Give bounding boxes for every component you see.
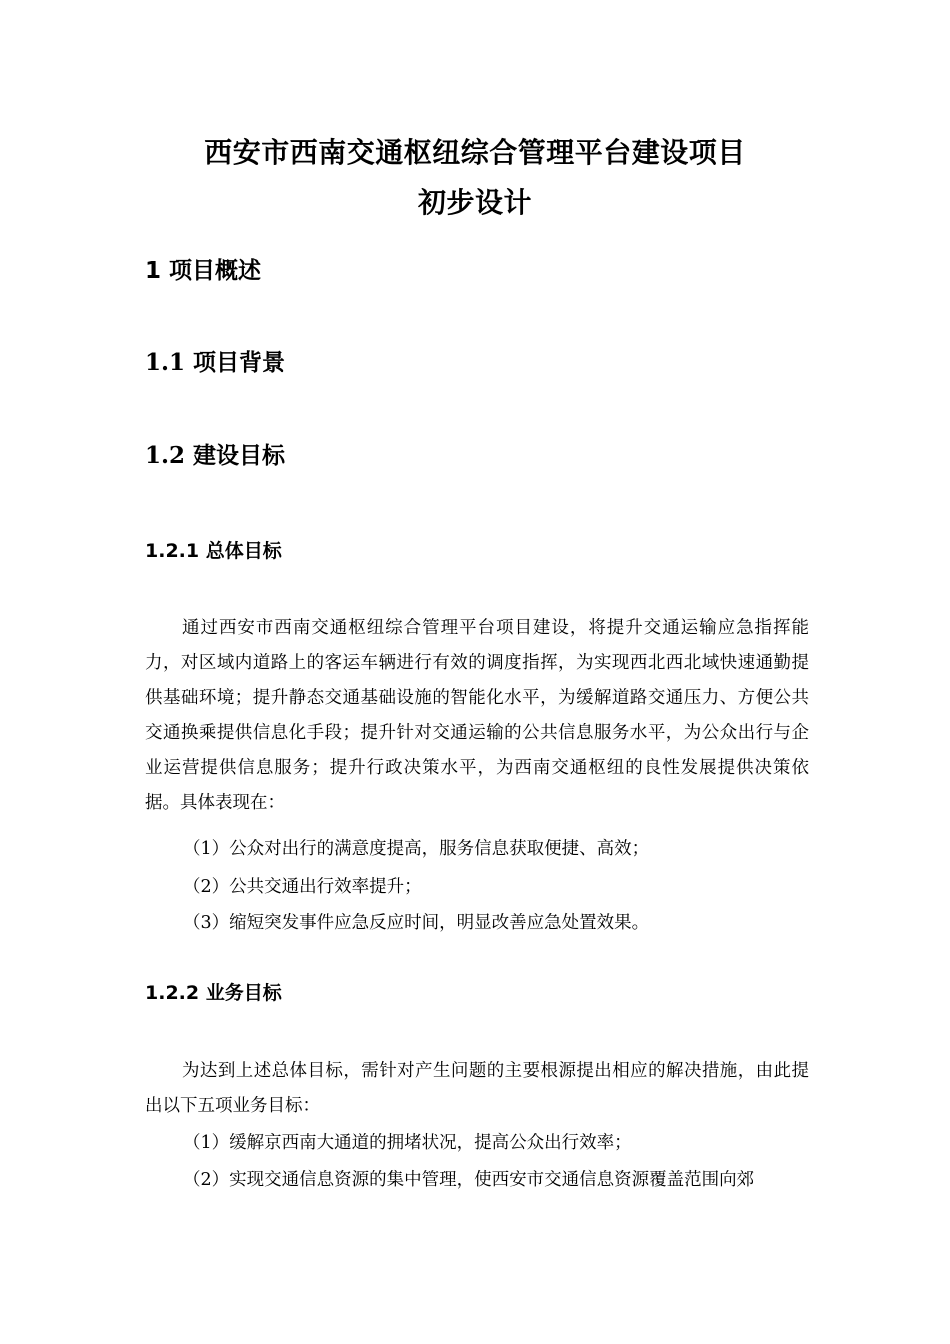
business-goal-item-1: （1）缓解京西南大通道的拥堵状况，提高公众出行效率； [183,1133,632,1153]
overall-goal-item-2: （2）公共交通出行效率提升； [183,877,422,897]
heading-section-1-1: 1.1 项目背景 [145,349,286,376]
overall-goal-item-3: （3）缩短突发事件应急反应时间，明显改善应急处置效果。 [183,913,650,933]
heading-section-1-2: 1.2 建设目标 [145,442,286,469]
document-title-line-1: 西安市西南交通枢纽综合管理平台建设项目 [204,136,746,169]
overall-goal-paragraph: 通过西安市西南交通枢纽综合管理平台项目建设，将提升交通运输应急指挥能力，对区域内道路上的客运车辆进行有效的调度指挥，为实现西北西北域快速通勤提供基础环境；提升静态交通基础设施的智能化水平，为缓解道路交通压力、方便公共交通换乘提供信息化手段；提升针对交通运输的公共信息服务水平，为公众出行与企业运营提供信息服务；提升行政决策水平，为西南交通枢纽的良性发展提供决策依据。具体表现在： [145,618,809,813]
heading-section-1-2-2: 1.2.2 业务目标 [145,982,282,1004]
document-title-line-2: 初步设计 [417,186,532,219]
heading-section-1: 1 项目概述 [145,258,262,284]
business-goal-item-2: （2）实现交通信息资源的集中管理，使西安市交通信息资源覆盖范围向郊 [183,1170,755,1190]
overall-goal-item-1: （1）公众对出行的满意度提高，服务信息获取便捷、高效； [183,839,650,859]
heading-section-1-2-1: 1.2.1 总体目标 [145,540,282,562]
business-goal-paragraph: 为达到上述总体目标，需针对产生问题的主要根源提出相应的解决措施，由此提出以下五项业务目标： [145,1061,809,1116]
